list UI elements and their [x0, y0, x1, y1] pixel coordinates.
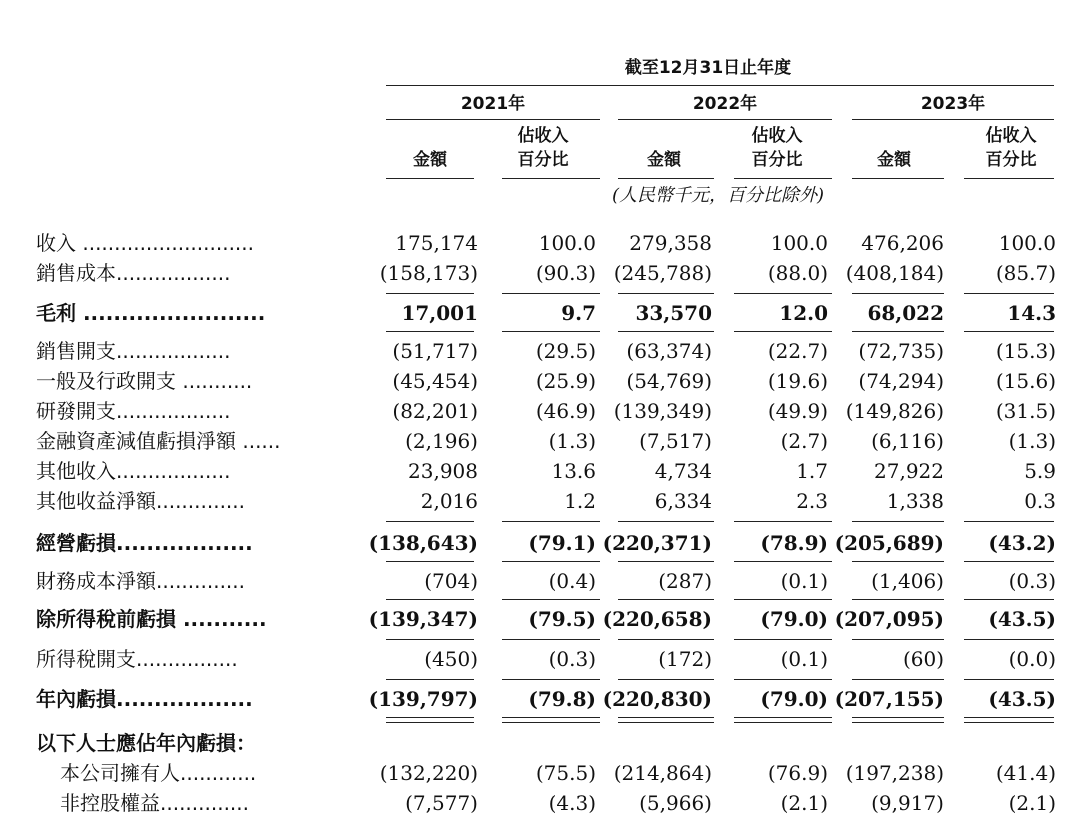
- percent-cell: (2.7): [780, 429, 828, 453]
- percent-cell: 9.7: [561, 301, 596, 325]
- table-row-impairment-losses: [0, 426, 1080, 456]
- subtotal-rule: [964, 679, 1054, 680]
- total-double-rule: [734, 717, 832, 723]
- subtotal-rule: [852, 679, 944, 680]
- subtotal-rule: [386, 521, 474, 522]
- subtotal-rule: [734, 293, 832, 294]
- subtotal-rule: [734, 599, 832, 600]
- subtotal-rule: [502, 521, 600, 522]
- subtotal-rule: [852, 561, 944, 562]
- amount-cell: (7,577): [405, 791, 478, 815]
- subtotal-rule: [618, 331, 714, 332]
- pct-header-2: 百分比: [985, 150, 1037, 170]
- percent-cell: (79.8): [528, 687, 596, 711]
- percent-cell: (43.5): [988, 687, 1056, 711]
- subtotal-rule: [502, 599, 600, 600]
- amount-cell: (1,406): [871, 569, 944, 593]
- percent-cell: (79.5): [528, 607, 596, 631]
- subtotal-rule: [386, 293, 474, 294]
- row-label: 收入 ...........................: [36, 231, 255, 255]
- amount-cell: (408,184): [845, 261, 944, 285]
- subtotal-rule: [964, 293, 1054, 294]
- table-row-gross-profit: [0, 298, 1080, 328]
- pct-header-1: 佔收入: [751, 126, 803, 146]
- subtotal-rule: [502, 331, 600, 332]
- subtotal-rule: [852, 293, 944, 294]
- percent-cell: (0.1): [780, 569, 828, 593]
- year-2022: 2022年: [692, 94, 758, 114]
- subtotal-rule: [386, 679, 474, 680]
- percent-cell: (43.5): [988, 607, 1056, 631]
- percent-cell: 13.6: [551, 459, 596, 483]
- subtotal-rule: [964, 561, 1054, 562]
- subtotal-rule: [386, 331, 474, 332]
- amount-cell: (450): [424, 647, 478, 671]
- percent-cell: 12.0: [779, 301, 828, 325]
- amount-cell: (245,788): [613, 261, 712, 285]
- amount-cell: 2,016: [420, 489, 478, 513]
- subtotal-rule: [734, 521, 832, 522]
- percent-cell: (88.0): [767, 261, 828, 285]
- percent-cell: (41.4): [995, 761, 1056, 785]
- col-rule: [852, 178, 944, 179]
- percent-cell: (2.1): [1008, 791, 1056, 815]
- row-label: 金融資產減值虧損淨額 ......: [36, 429, 281, 453]
- percent-cell: 1.7: [796, 459, 828, 483]
- subtotal-rule: [734, 331, 832, 332]
- row-label: 以下人士應佔年內虧損：: [36, 731, 256, 755]
- percent-cell: (0.3): [548, 647, 596, 671]
- amount-cell: (7,517): [639, 429, 712, 453]
- subtotal-rule: [502, 639, 600, 640]
- year-rule-2022: [618, 119, 832, 120]
- amount-cell: 33,570: [635, 301, 712, 325]
- amount-cell: 279,358: [629, 231, 712, 255]
- year-rule-2023: [852, 119, 1054, 120]
- amount-cell: (704): [424, 569, 478, 593]
- subtotal-rule: [386, 561, 474, 562]
- amount-cell: (6,116): [871, 429, 944, 453]
- table-row-rd-expenses: [0, 396, 1080, 426]
- percent-cell: (31.5): [995, 399, 1056, 423]
- percent-cell: (0.4): [548, 569, 596, 593]
- row-label: 其他收入..................: [36, 459, 231, 483]
- amount-cell: (72,735): [858, 339, 944, 363]
- table-row-revenue: [0, 228, 1080, 258]
- table-row-finance-costs: [0, 566, 1080, 596]
- subtotal-rule: [852, 521, 944, 522]
- amount-cell: (74,294): [858, 369, 944, 393]
- row-label: 除所得稅前虧損 ...........: [36, 607, 267, 631]
- row-label: 毛利 ........................: [36, 301, 266, 325]
- subtotal-rule: [502, 293, 600, 294]
- subtotal-rule: [502, 679, 600, 680]
- amount-cell: (2,196): [405, 429, 478, 453]
- subtotal-rule: [964, 331, 1054, 332]
- table-row-other-gains: [0, 486, 1080, 516]
- subtotal-rule: [618, 521, 714, 522]
- period-rule: [386, 85, 1054, 86]
- amount-cell: 476,206: [861, 231, 944, 255]
- amount-cell: (220,658): [602, 607, 712, 631]
- subtotal-rule: [964, 599, 1054, 600]
- table-row-attributable-heading: [0, 728, 1080, 758]
- col-rule: [964, 178, 1054, 179]
- total-double-rule: [386, 717, 474, 723]
- col-rule: [502, 178, 600, 179]
- percent-cell: (75.5): [535, 761, 596, 785]
- row-label: 財務成本淨額..............: [36, 569, 246, 593]
- percent-cell: 100.0: [770, 231, 828, 255]
- col-rule: [386, 178, 474, 179]
- amount-cell: 68,022: [867, 301, 944, 325]
- total-double-rule: [618, 717, 714, 723]
- amount-cell: (287): [658, 569, 712, 593]
- amount-cell: (172): [658, 647, 712, 671]
- amount-cell: (220,830): [602, 687, 712, 711]
- amount-cell: 23,908: [408, 459, 478, 483]
- row-label: 非控股權益..............: [60, 791, 250, 815]
- row-label: 所得稅開支................: [36, 647, 238, 671]
- row-label: 銷售成本..................: [36, 261, 231, 285]
- amount-cell: (207,155): [834, 687, 944, 711]
- subtotal-rule: [618, 293, 714, 294]
- percent-cell: (25.9): [535, 369, 596, 393]
- percent-cell: (49.9): [767, 399, 828, 423]
- percent-cell: (90.3): [535, 261, 596, 285]
- pct-header-2: 百分比: [517, 150, 569, 170]
- amount-cell: (54,769): [626, 369, 712, 393]
- percent-cell: 1.2: [564, 489, 596, 513]
- percent-cell: (78.9): [760, 531, 828, 555]
- amount-cell: (139,349): [613, 399, 712, 423]
- table-row-income-tax: [0, 644, 1080, 674]
- subtotal-rule: [852, 639, 944, 640]
- amount-cell: (60): [902, 647, 944, 671]
- percent-cell: 5.9: [1024, 459, 1056, 483]
- subtotal-rule: [734, 561, 832, 562]
- amount-header: 金額: [413, 150, 447, 170]
- percent-cell: (79.0): [760, 687, 828, 711]
- amount-cell: (51,717): [392, 339, 478, 363]
- amount-cell: 27,922: [874, 459, 944, 483]
- unit-note: (人民幣千元，百分比除外): [611, 185, 825, 206]
- table-row-other-income: [0, 456, 1080, 486]
- amount-cell: (220,371): [602, 531, 712, 555]
- row-label: 研發開支..................: [36, 399, 231, 423]
- row-label: 銷售開支..................: [36, 339, 231, 363]
- subtotal-rule: [964, 521, 1054, 522]
- amount-cell: 1,338: [886, 489, 944, 513]
- year-2023: 2023年: [920, 94, 986, 114]
- amount-cell: (138,643): [368, 531, 478, 555]
- subtotal-rule: [852, 331, 944, 332]
- percent-cell: (19.6): [767, 369, 828, 393]
- percent-cell: (15.6): [995, 369, 1056, 393]
- percent-cell: (43.2): [988, 531, 1056, 555]
- col-rule: [618, 178, 714, 179]
- percent-cell: 14.3: [1007, 301, 1056, 325]
- table-row-cost-of-sales: [0, 258, 1080, 288]
- row-label: 一般及行政開支 ...........: [36, 369, 253, 393]
- table-row-selling-expenses: [0, 336, 1080, 366]
- amount-cell: (132,220): [379, 761, 478, 785]
- amount-cell: 175,174: [395, 231, 478, 255]
- table-row-admin-expenses: [0, 366, 1080, 396]
- amount-cell: (158,173): [379, 261, 478, 285]
- amount-cell: 17,001: [401, 301, 478, 325]
- amount-cell: (149,826): [845, 399, 944, 423]
- amount-cell: (214,864): [613, 761, 712, 785]
- row-label: 年內虧損..................: [36, 687, 253, 711]
- amount-cell: (139,347): [368, 607, 478, 631]
- subtotal-rule: [852, 599, 944, 600]
- percent-cell: (29.5): [535, 339, 596, 363]
- total-double-rule: [964, 717, 1054, 723]
- amount-cell: (63,374): [626, 339, 712, 363]
- percent-cell: (85.7): [995, 261, 1056, 285]
- percent-cell: (2.1): [780, 791, 828, 815]
- table-row-loss-before-tax: [0, 604, 1080, 634]
- amount-cell: (207,095): [834, 607, 944, 631]
- table-row-operating-loss: [0, 528, 1080, 558]
- percent-cell: 0.3: [1024, 489, 1056, 513]
- amount-cell: (5,966): [639, 791, 712, 815]
- table-row-owners-share: [0, 758, 1080, 788]
- percent-cell: 100.0: [538, 231, 596, 255]
- percent-cell: (0.3): [1008, 569, 1056, 593]
- year-rule-2021: [386, 119, 600, 120]
- percent-cell: (46.9): [535, 399, 596, 423]
- amount-cell: (9,917): [871, 791, 944, 815]
- percent-cell: (0.1): [780, 647, 828, 671]
- year-2021: 2021年: [460, 94, 526, 114]
- total-double-rule: [502, 717, 600, 723]
- col-rule: [734, 178, 832, 179]
- percent-cell: (76.9): [767, 761, 828, 785]
- total-double-rule: [852, 717, 944, 723]
- percent-cell: 2.3: [796, 489, 828, 513]
- amount-cell: (197,238): [845, 761, 944, 785]
- subtotal-rule: [386, 599, 474, 600]
- percent-cell: (15.3): [995, 339, 1056, 363]
- amount-cell: (205,689): [834, 531, 944, 555]
- amount-cell: (139,797): [368, 687, 478, 711]
- subtotal-rule: [964, 639, 1054, 640]
- table-row-loss-for-year: [0, 684, 1080, 714]
- subtotal-rule: [618, 639, 714, 640]
- row-label: 其他收益淨額..............: [36, 489, 246, 513]
- amount-cell: (82,201): [392, 399, 478, 423]
- subtotal-rule: [386, 639, 474, 640]
- percent-cell: (1.3): [1008, 429, 1056, 453]
- subtotal-rule: [502, 561, 600, 562]
- amount-cell: 4,734: [654, 459, 712, 483]
- subtotal-rule: [734, 639, 832, 640]
- percent-cell: (79.0): [760, 607, 828, 631]
- subtotal-rule: [734, 679, 832, 680]
- subtotal-rule: [618, 599, 714, 600]
- pct-header-1: 佔收入: [985, 126, 1037, 146]
- amount-cell: 6,334: [654, 489, 712, 513]
- percent-cell: (4.3): [548, 791, 596, 815]
- row-label: 本公司擁有人............: [60, 761, 257, 785]
- pct-header-2: 百分比: [751, 150, 803, 170]
- amount-header: 金額: [877, 150, 911, 170]
- amount-header: 金額: [647, 150, 681, 170]
- row-label: 經營虧損..................: [36, 531, 253, 555]
- table-row-non-controlling: [0, 788, 1080, 818]
- percent-cell: (0.0): [1008, 647, 1056, 671]
- subtotal-rule: [618, 679, 714, 680]
- subtotal-rule: [618, 561, 714, 562]
- amount-cell: (45,454): [392, 369, 478, 393]
- period-heading: 截至12月31日止年度: [624, 58, 792, 78]
- percent-cell: (79.1): [528, 531, 596, 555]
- percent-cell: (22.7): [767, 339, 828, 363]
- pct-header-1: 佔收入: [517, 126, 569, 146]
- percent-cell: (1.3): [548, 429, 596, 453]
- percent-cell: 100.0: [998, 231, 1056, 255]
